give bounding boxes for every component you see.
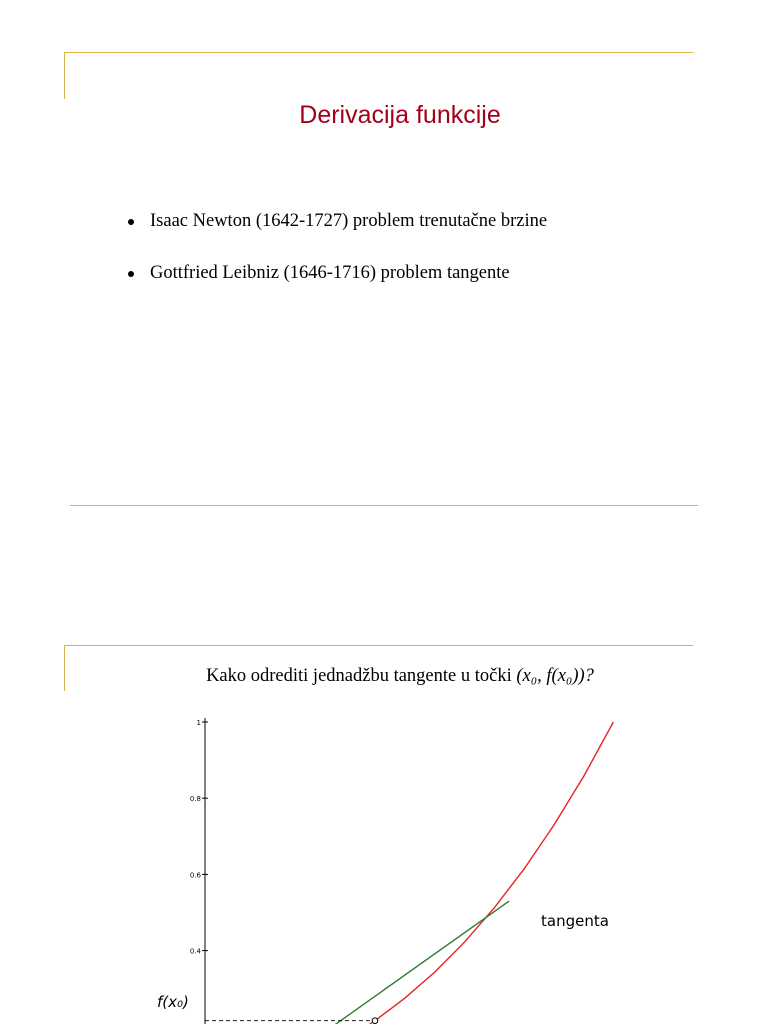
y-tick-label: 0.6 [189,871,201,880]
point-label: f(x₀) [157,993,189,1011]
tangent-line [256,901,509,1024]
y-tick-label: 1 [196,719,201,727]
tangent-point-marker [372,1018,378,1024]
annotation-group [157,912,609,1024]
y-axis-group [190,718,208,1024]
series-group [256,722,614,1024]
question-prefix: Kako odrediti jednadžbu tangente u točki [206,666,517,686]
slide-title: Derivacija funkcije [299,101,501,129]
question-math: (x₀, f(x₀))? [516,666,594,686]
y-tick-label: 0.4 [189,947,201,956]
y-tick-label: 0.8 [189,795,201,804]
bullet-text: Isaac Newton (1642-1727) problem trenutačne brzine [150,211,548,231]
tangent-label: tangenta [541,912,609,930]
bullet-text: Gottfried Leibniz (1646-1716) problem tangente [150,263,510,283]
function-curve [256,722,614,1024]
